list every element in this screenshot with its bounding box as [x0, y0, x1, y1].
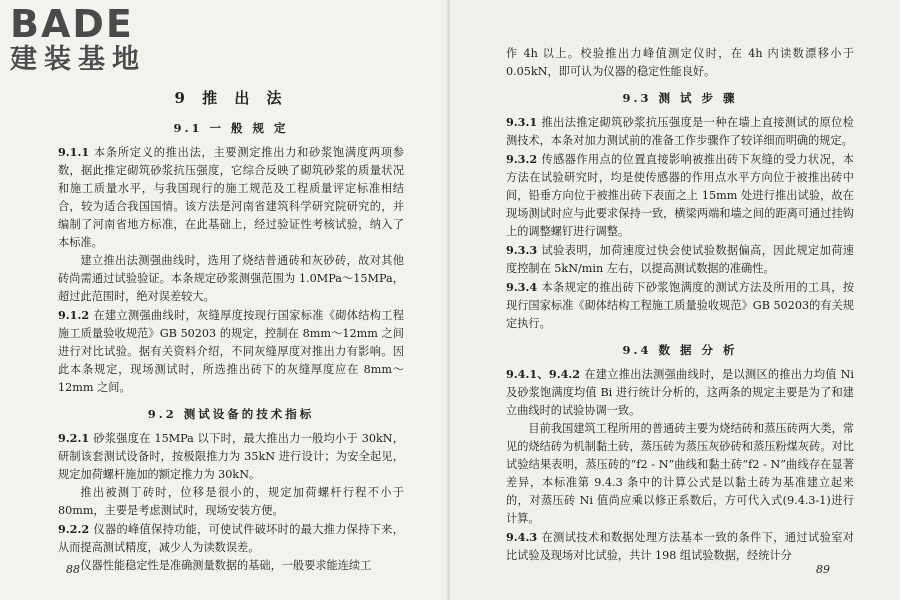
right-text-column [506, 45, 854, 565]
clause-9-3-2 [506, 150, 854, 241]
clause-text: 本条规定的推出砖下砂浆饱满度的测试方法及所用的工具，按现行国家标准《砌体结构工程施工质量验收规范》GB 50203的有关规定执行。 [506, 281, 854, 330]
clause-number: 9.1.2 [58, 308, 90, 322]
section-heading-9-3: 9.3 测 试 步 骤 [622, 91, 738, 105]
clause-text: 推出法推定砌筑砂浆抗压强度是一种在墙上直接测试的原位检测技术，本条对加力测试前的准备工作步骤作了较详细而明确的规定。 [506, 116, 854, 147]
logo-subtitle: 建装基地 [10, 44, 146, 75]
clause-9-2-2-continued: 仪器性能稳定性是准确测量数据的基础，一般要求能连续工 [80, 559, 372, 572]
clause-9-4-3 [506, 528, 854, 565]
page-number-left: 88 [66, 563, 80, 576]
clause-number: 9.2.1 [58, 431, 90, 445]
clause-9-2-1-continued: 推出被测丁砖时，位移是很小的，规定加荷螺杆行程不小于 80mm，主要是考虑测试时，现场安装方便。 [58, 486, 404, 517]
logo-brand: BADE [10, 2, 134, 46]
clause-number: 9.3.2 [506, 152, 538, 166]
left-text-column [58, 88, 404, 575]
bade-logo [10, 4, 180, 82]
carry-over-text: 作 4h 以上。校验推出力峰值测定仪时，在 4h 内读数漂移小于 0.05kN，即可认为仪器的稳定性能良好。 [506, 47, 854, 78]
clause-number: 9.1.1 [58, 145, 90, 159]
clause-9-3-4 [506, 278, 854, 333]
page-number-right: 89 [816, 563, 830, 576]
section-heading-9-2: 9.2 测试设备的技术指标 [147, 407, 315, 421]
clause-number: 9.2.2 [58, 522, 90, 536]
clause-text: 在测试技术和数据处理方法基本一致的条件下，通过试验室对比试验及现场对比试验，共计 198 组试验数据，经统计分 [506, 531, 854, 562]
clause-9-2-2 [58, 520, 404, 557]
clause-text: 本条所定义的推出法，主要测定推出力和砂浆饱满度两项参数，据此推定砌筑砂浆抗压强度，它综合反映了砌筑砂浆的质量状况和施工质量水平，与我国现行的施工规范及工程质量评定标准相结合，较为适合我国国情。该方法是河南省建筑科学研究院研究的，并编制了河南省地方标准，在此基础上，经过验证性考核试验，纳入了本标准。 [58, 146, 404, 249]
chapter-title: 9 推 出 法 [174, 89, 288, 107]
clause-9-1-2 [58, 306, 404, 397]
clause-text: 砂浆强度在 15MPa 以下时，最大推出力一般均小于 30kN，研制该套测试设备时，按极限推力为 35kN 进行设计；为安全起见，规定加荷螺杆施加的额定推力为 30kN。 [58, 432, 404, 481]
clause-9-4-1-9-4-2 [506, 365, 854, 420]
clause-text: 传感器作用点的位置直接影响被推出砖下灰缝的受力状况，本方法在试验研究时，均是使传感器的作用点水平方向位于被推出砖中间，铅垂方向位于被推出砖下表面之上 15mm 处进行推出试验，故在现场测试时应与此要求保持一致，横梁两端和墙之间的距离可通过挂钩上的调整螺钉进行调整。 [506, 153, 854, 238]
clause-9-3-1 [506, 113, 854, 150]
clause-number: 9.4.3 [506, 530, 538, 544]
clause-number: 9.3.3 [506, 243, 538, 257]
clause-text: 仪器的峰值保持功能，可使试件破坏时的最大推力保持下来，从而提高测试精度，减少人为读数误差。 [58, 523, 404, 554]
clause-9-1-1 [58, 143, 404, 252]
clause-9-2-1 [58, 429, 404, 484]
clause-9-1-1-continued: 建立推出法测强曲线时，选用了烧结普通砖和灰砂砖，故对其他砖尚需通过试验验证。本条规定砂浆测强范围为 1.0MPa～15MPa，超过此范围时，绝对误差较大。 [58, 254, 404, 303]
clause-number: 9.3.4 [506, 280, 538, 294]
clause-text: 试验表明，加荷速度过快会使试验数据偏高，因此规定加荷速度控制在 5kN/min 左右，以提高测试数据的准确性。 [506, 244, 854, 275]
clause-9-4-2-continued: 目前我国建筑工程所用的普通砖主要为烧结砖和蒸压砖两大类，常见的烧结砖为机制黏土砖，蒸压砖为蒸压灰砂砖和蒸压粉煤灰砖。对比试验结果表明，蒸压砖的“f2 - N”曲线和黏土砖“f2 - N”曲线存在显著差异，本标准第 9.4.3 条中的计算公式是以黏土砖为基准建立起来的，对蒸压砖 Ni 值尚应乘以修正系数后，方可代入式(9.4.3-1)进行计算。 [506, 422, 854, 525]
section-heading-9-4: 9.4 数 据 分 析 [622, 343, 738, 357]
right-page [450, 0, 900, 600]
section-heading-9-1: 9.1 一 般 规 定 [173, 121, 289, 135]
clause-9-3-3 [506, 241, 854, 278]
clause-number: 9.4.1、9.4.2 [506, 367, 581, 381]
clause-number: 9.3.1 [506, 115, 538, 129]
clause-text: 在建立测强曲线时，灰缝厚度按现行国家标准《砌体结构工程施工质量验收规范》GB 50203 的规定，控制在 8mm～12mm 之间进行对比试验。据有关资料介绍，不同灰缝厚度对推出力有影响。因此本条规定，现场测试时，所选推出砖下的灰缝厚度应在 8mm～12mm 之间。 [58, 309, 404, 394]
clause-text: 在建立推出法测强曲线时，是以测区的推出力均值 Ni 及砂浆饱满度均值 Bi 进行统计分析的，这两条的规定主要是为了和建立曲线时的试验协调一致。 [506, 368, 854, 417]
